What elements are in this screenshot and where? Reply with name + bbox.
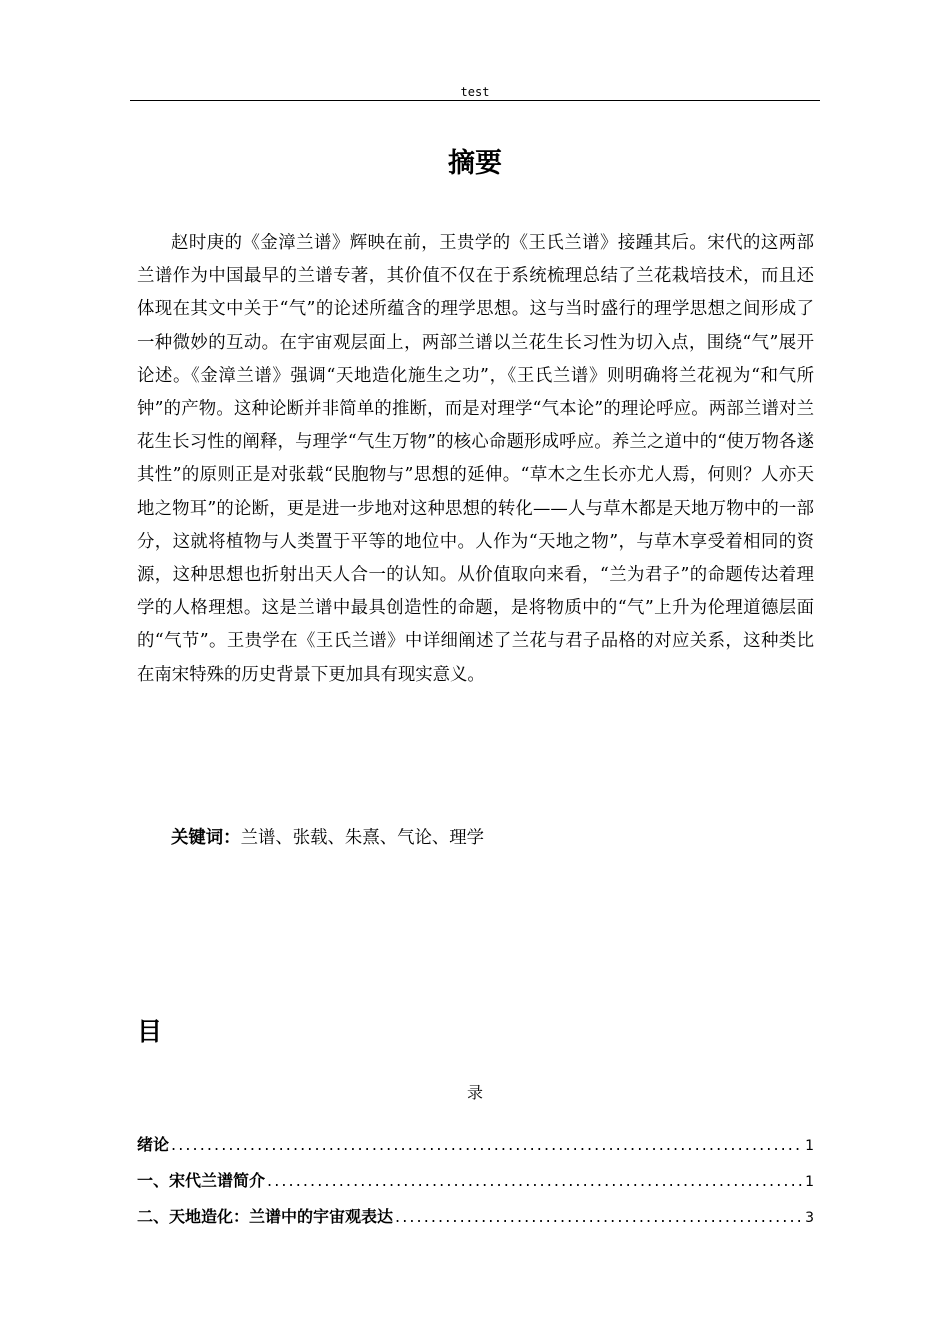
toc-leader-dots (267, 1163, 803, 1199)
toc-entry-page: 3 (805, 1210, 814, 1226)
toc-entry-section-2[interactable] (137, 1199, 814, 1235)
toc-entry-title: 一、宋代兰谱简介 (137, 1171, 266, 1190)
abstract-body: 赵时庚的《金漳兰谱》辉映在前，王贵学的《王氏兰谱》接踵其后。宋代的这两部兰谱作为中国最早的兰谱专著，其价值不仅在于系统梳理总结了兰花栽培技术，而且还体现在其文中关于“气”的论述所蕴含的理学思想。这与当时盛行的理学思想之间形成了一种微妙的互动。在宇宙观层面上，两部兰谱以兰花生长习性为切入点，围绕“气”展开论述。《金漳兰谱》强调“天地造化施生之功”，《王氏兰谱》则明确将兰花视为“和气所钟”的产物。这种论断并非简单的推断，而是对理学“气本论”的理论呼应。两部兰谱对兰花生长习性的阐释，与理学“气生万物”的核心命题形成呼应。养兰之道中的“使万物各遂其性”的原则正是对张载“民胞物与”思想的延伸。“草木之生长亦尤人焉，何则？人亦天地之物耳”的论断，更是进一步地对这种思想的转化——人与草木都是天地万物中的一部分，这就将植物与人类置于平等的地位中。人作为“天地之物”，与草木享受着相同的资源，这种思想也折射出天人合一的认知。从价值取向来看，“兰为君子”的命题传达着理学的人格理想。这是兰谱中最具创造性的命题，是将物质中的“气”上升为伦理道德层面的“气节”。王贵学在《王氏兰谱》中详细阐述了兰花与君子品格的对应关系，这种类比在南宋特殊的历史背景下更加具有现实意义。 (137, 233, 814, 685)
toc-entry-section-1[interactable] (137, 1163, 814, 1199)
toc-leader-dots (395, 1199, 803, 1235)
table-of-contents (137, 1127, 814, 1235)
toc-entry-title: 绪论 (137, 1135, 170, 1154)
toc-entry-page: 1 (805, 1138, 814, 1154)
running-header: test (460, 85, 490, 99)
toc-heading-part1: 目 (137, 1017, 163, 1046)
keywords-text: 兰谱、张载、朱熹、气论、理学 (240, 828, 485, 848)
toc-entry-page: 1 (805, 1174, 814, 1190)
toc-entry-title: 二、天地造化：兰谱中的宇宙观表达 (137, 1207, 394, 1226)
header-rule (130, 100, 820, 101)
keywords-line (171, 822, 811, 855)
keywords-label: 关键词： (171, 828, 241, 848)
toc-entry-introduction[interactable] (137, 1127, 814, 1163)
toc-leader-dots (171, 1127, 803, 1163)
abstract-title: 摘要 (448, 148, 502, 179)
toc-heading-part2: 录 (466, 1083, 483, 1102)
